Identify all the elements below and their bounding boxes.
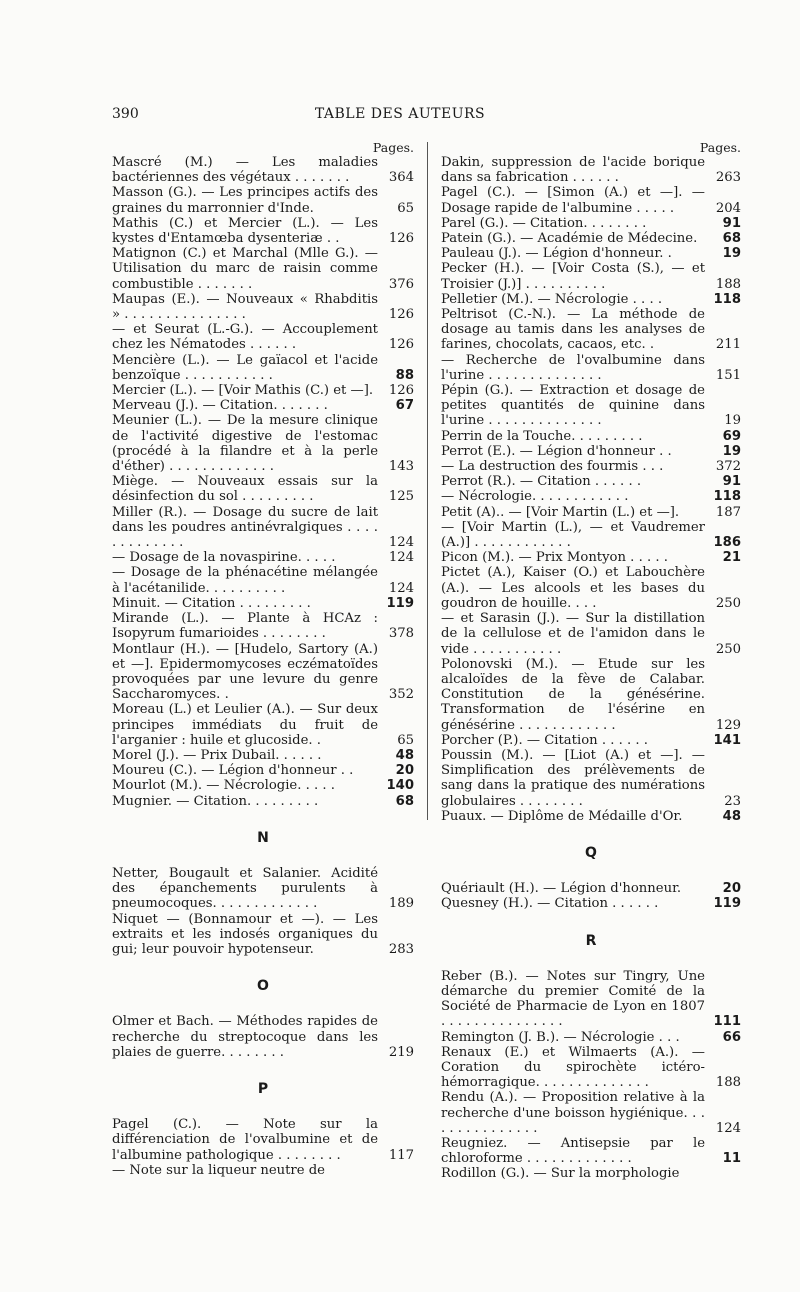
entry-text: Quériault (H.). — Légion d'honneur. bbox=[441, 881, 682, 897]
entry-text: Minuit. — Citation . . . . . . . . . bbox=[112, 595, 311, 611]
entry-page-number: 124 bbox=[715, 1120, 741, 1136]
index-entry bbox=[112, 550, 414, 565]
index-entry bbox=[112, 155, 414, 185]
entry-text: Mugnier. — Citation. . . . . . . . . bbox=[112, 793, 319, 809]
right-block-q bbox=[441, 881, 741, 911]
entry-page-number: 124 bbox=[388, 535, 414, 551]
entry-page-number: 124 bbox=[388, 550, 414, 566]
entry-text: Picon (M.). — Prix Montyon . . . . . bbox=[441, 550, 668, 566]
left-block-n bbox=[112, 866, 414, 957]
entry-page-number: 20 bbox=[395, 763, 414, 779]
section-letter-p: P bbox=[257, 1080, 269, 1097]
entry-text: Dakin, suppression de l'acide borique dans sa fabrication . . . . . . bbox=[441, 155, 705, 186]
entry-text: Moreau (L.) et Leulier (A.). — Sur deux principes immédiats du fruit de l'arganier : huile et glucoside. . bbox=[112, 702, 378, 748]
entry-page-number: 118 bbox=[713, 291, 741, 307]
index-entry bbox=[441, 657, 741, 733]
index-entry bbox=[441, 307, 741, 353]
entry-page-number: 48 bbox=[722, 808, 741, 824]
entry-text: Mascré (M.) — Les maladies bactériennes des végétaux . . . . . . . bbox=[112, 155, 378, 186]
index-entry bbox=[112, 292, 414, 322]
index-entry bbox=[112, 1014, 414, 1060]
entry-text: Pecker (H.). — [Voir Costa (S.), — et Troisier (J.)] . . . . . . . . . . bbox=[441, 261, 705, 292]
entry-page-number: 140 bbox=[386, 778, 414, 794]
entry-page-number: 283 bbox=[388, 941, 414, 957]
index-entry bbox=[441, 353, 741, 383]
index-entry bbox=[112, 794, 414, 809]
entry-page-number: 376 bbox=[388, 276, 414, 292]
entry-text: Rendu (A.). — Proposition relative à la recherche d'une boisson hygiénique. . . . . . . . . . . . . . . bbox=[441, 1090, 705, 1136]
entry-page-number: 67 bbox=[395, 398, 414, 414]
entry-page-number: 126 bbox=[388, 383, 414, 399]
entry-text: Moureu (C.). — Légion d'honneur . . bbox=[112, 763, 354, 779]
index-entry bbox=[112, 413, 414, 474]
index-entry bbox=[112, 912, 414, 958]
entry-page-number: 186 bbox=[713, 535, 741, 551]
index-entry bbox=[441, 1136, 741, 1166]
column-divider bbox=[427, 142, 428, 820]
index-entry bbox=[112, 642, 414, 703]
left-block-o bbox=[112, 1014, 414, 1060]
entry-page-number: 189 bbox=[388, 896, 414, 912]
left-block-p bbox=[112, 1117, 414, 1178]
running-title: TABLE DES AUTEURS bbox=[314, 106, 486, 122]
entry-text: Miège. — Nouveaux essais sur la désinfection du sol . . . . . . . . . bbox=[112, 474, 378, 505]
entry-page-number: 219 bbox=[388, 1044, 414, 1060]
index-entry bbox=[441, 809, 741, 824]
entry-text: — Recherche de l'ovalbumine dans l'urine . . . . . . . . . . . . . . bbox=[441, 352, 705, 383]
index-entry bbox=[441, 969, 741, 1030]
index-entry bbox=[441, 881, 741, 896]
entry-text: Porcher (P.). — Citation . . . . . . bbox=[441, 732, 648, 748]
entry-text: — [Voir Martin (L.), — et Vaudremer (A.)] . . . . . . . . . . . . bbox=[441, 519, 705, 551]
entry-text: — Dosage de la novaspirine. . . . . bbox=[112, 550, 336, 566]
entry-text: Netter, Bougault et Salanier. Acidité des épanchements purulents à pneumocoques. . . . . . . . . . . . . bbox=[112, 865, 378, 912]
index-entry bbox=[441, 896, 741, 911]
entry-text: Niquet — (Bonnamour et —). — Les extraits et les indosés organiques du gui; leur pouvoir hypotenseur. bbox=[112, 911, 378, 957]
page-number: 390 bbox=[112, 106, 139, 122]
index-entry bbox=[441, 1166, 741, 1181]
entry-page-number: 188 bbox=[715, 1075, 741, 1091]
entry-text: Mercier (L.). — [Voir Mathis (C.) et —]. bbox=[112, 383, 374, 399]
entry-text: Olmer et Bach. — Méthodes rapides de recherche du streptocoque dans les plaies de guerre. . . . . . . . bbox=[112, 1014, 378, 1060]
entry-page-number: 19 bbox=[724, 413, 741, 429]
entry-page-number: 20 bbox=[722, 881, 741, 897]
entry-text: — La destruction des fourmis . . . bbox=[441, 459, 664, 475]
pages-label-right: Pages. bbox=[699, 140, 741, 155]
right-column bbox=[441, 140, 741, 1182]
entry-page-number: 91 bbox=[722, 474, 741, 490]
entry-page-number: 65 bbox=[397, 200, 414, 216]
index-entry bbox=[441, 733, 741, 748]
entry-text: Montlaur (H.). — [Hudelo, Sartory (A.) et —]. Epidermomycoses eczématoïdes provoquées par une levure du genre Saccharomyces. . bbox=[112, 641, 378, 703]
entry-page-number: 68 bbox=[722, 231, 741, 247]
entry-text: Parel (G.). — Citation. . . . . . . . bbox=[441, 215, 647, 231]
left-column bbox=[112, 140, 414, 1178]
entry-text: Morel (J.). — Prix Dubail. . . . . . bbox=[112, 747, 322, 763]
index-entry bbox=[112, 565, 414, 595]
index-entry bbox=[441, 292, 741, 307]
entry-text: Remington (J. B.). — Nécrologie . . . bbox=[441, 1029, 680, 1045]
index-entry bbox=[441, 611, 741, 657]
index-entry bbox=[112, 398, 414, 413]
entry-page-number: 125 bbox=[388, 489, 414, 505]
entry-page-number: 263 bbox=[715, 170, 741, 186]
index-entry bbox=[441, 444, 741, 459]
index-entry bbox=[441, 505, 741, 520]
entry-page-number: 65 bbox=[397, 732, 414, 748]
entry-text: Poussin (M.). — [Liot (A.) et —]. — Simplification des prélèvements de sang dans la pratique des numérations globulaires . . . . . . . . bbox=[441, 747, 705, 809]
entry-text: Mourlot (M.). — Nécrologie. . . . . bbox=[112, 778, 335, 794]
entry-page-number: 88 bbox=[395, 367, 414, 383]
entry-page-number: 126 bbox=[388, 231, 414, 247]
right-block-r bbox=[441, 969, 741, 1182]
entry-page-number: 111 bbox=[713, 1014, 741, 1030]
entry-text: Renaux (E.) et Wilmaerts (A.). — Coration du spirochète ictéro-hémorragique. . . . . . . . . . . . . . bbox=[441, 1044, 705, 1091]
index-entry bbox=[112, 216, 414, 246]
entry-text: Puaux. — Diplôme de Médaille d'Or. bbox=[441, 808, 683, 824]
section-letter-r: R bbox=[585, 932, 597, 949]
entry-text: — et Seurat (L.-G.). — Accouplement chez les Nématodes . . . . . . bbox=[112, 322, 378, 353]
entry-page-number: 69 bbox=[722, 428, 741, 444]
entry-text: Perrin de la Touche. . . . . . . . . bbox=[441, 428, 643, 444]
index-entry bbox=[441, 246, 741, 261]
index-entry bbox=[112, 383, 414, 398]
index-entry bbox=[441, 231, 741, 246]
index-entry bbox=[441, 1090, 741, 1136]
index-entry bbox=[441, 565, 741, 611]
index-entry bbox=[112, 596, 414, 611]
entry-text: Matignon (C.) et Marchal (Mlle G.). — Utilisation du marc de raisin comme combustible . . . . . . . bbox=[112, 246, 378, 292]
index-entry bbox=[441, 383, 741, 429]
entry-page-number: 68 bbox=[395, 793, 414, 809]
index-entry bbox=[112, 353, 414, 383]
entry-page-number: 91 bbox=[722, 215, 741, 231]
entry-text: — Dosage de la phénacétine mélangée à l'acétanilide. . . . . . . . . . bbox=[112, 565, 378, 596]
entry-page-number: 119 bbox=[713, 896, 741, 912]
entry-page-number: 11 bbox=[722, 1151, 741, 1167]
index-entry bbox=[441, 1045, 741, 1091]
entry-page-number: 151 bbox=[715, 367, 741, 383]
entry-text: Pépin (G.). — Extraction et dosage de petites quantités de quinine dans l'urine . . . . . . . . . . . . . . bbox=[441, 383, 705, 429]
entry-text: — Note sur la liqueur neutre de bbox=[112, 1162, 325, 1178]
index-entry bbox=[112, 748, 414, 763]
entry-text: — et Sarasin (J.). — Sur la distillation de la cellulose et de l'amidon dans le vide . . . . . . . . . . . bbox=[441, 611, 705, 657]
entry-text: Petit (A).. — [Voir Martin (L.) et —]. bbox=[441, 504, 680, 520]
index-entry bbox=[441, 459, 741, 474]
entry-page-number: 126 bbox=[388, 337, 414, 353]
entry-text: Pictet (A.), Kaiser (O.) et Labouchère (A.). — Les alcools et les bases du goudron de houille. . . . bbox=[441, 565, 705, 611]
entry-page-number: 129 bbox=[715, 717, 741, 733]
entry-page-number: 372 bbox=[715, 459, 741, 475]
entry-page-number: 126 bbox=[388, 307, 414, 323]
entry-text: Miller (R.). — Dosage du sucre de lait dans les poudres antinévralgiques . . . . . . . . . . . . . bbox=[112, 504, 378, 551]
entry-text: Pagel (C.). — Note sur la différenciation de l'ovalbumine et de l'albumine pathologique . . . . . . . . bbox=[112, 1117, 378, 1163]
entry-page-number: 352 bbox=[388, 687, 414, 703]
entry-page-number: 118 bbox=[713, 489, 741, 505]
entry-page-number: 250 bbox=[715, 641, 741, 657]
entry-page-number: 188 bbox=[715, 276, 741, 292]
index-entry bbox=[112, 505, 414, 551]
index-entry bbox=[441, 216, 741, 231]
entry-text: Polonovski (M.). — Etude sur les alcaloïdes de la fève de Calabar. Constitution de la génésérine. Transformation de l'ésérine en génésérine . . . . . . . . . . . . bbox=[441, 656, 705, 733]
entry-text: Quesney (H.). — Citation . . . . . . bbox=[441, 896, 659, 912]
index-entry bbox=[441, 155, 741, 185]
index-entry bbox=[441, 489, 741, 504]
entry-text: Pauleau (J.). — Légion d'honneur. . bbox=[441, 246, 672, 262]
entry-text: Peltrisot (C.-N.). — La méthode de dosage au tamis dans les analyses de farines, chocolats, cacaos, etc. . bbox=[441, 307, 705, 353]
entry-page-number: 378 bbox=[388, 626, 414, 642]
entry-page-number: 23 bbox=[724, 793, 741, 809]
index-entry bbox=[112, 246, 414, 292]
index-entry bbox=[112, 474, 414, 504]
index-entry bbox=[112, 1117, 414, 1163]
entry-text: Maupas (E.). — Nouveaux « Rhabditis » . . . . . . . . . . . . . . . bbox=[112, 291, 378, 323]
entry-text: Reber (B.). — Notes sur Tingry, Une démarche du premier Comité de la Société de Pharmacie de Lyon en 1807 . . . . . . . . . . . . . . . bbox=[441, 968, 705, 1030]
entry-text: Patein (G.). — Académie de Médecine. bbox=[441, 231, 698, 247]
entry-text: Mencière (L.). — Le gaïacol et l'acide benzoïque . . . . . . . . . . . bbox=[112, 352, 378, 383]
entry-page-number: 250 bbox=[715, 595, 741, 611]
left-block-m bbox=[112, 155, 414, 809]
index-entry bbox=[441, 748, 741, 809]
index-entry bbox=[112, 702, 414, 748]
index-entry bbox=[112, 322, 414, 352]
index-entry bbox=[441, 474, 741, 489]
index-entry bbox=[441, 429, 741, 444]
entry-page-number: 66 bbox=[722, 1029, 741, 1045]
entry-page-number: 141 bbox=[713, 732, 741, 748]
index-entry bbox=[441, 185, 741, 215]
index-entry bbox=[441, 261, 741, 291]
index-entry bbox=[112, 611, 414, 641]
entry-page-number: 21 bbox=[722, 550, 741, 566]
entry-text: — Nécrologie. . . . . . . . . . . . bbox=[441, 489, 629, 505]
entry-page-number: 187 bbox=[715, 504, 741, 520]
section-letter-n: N bbox=[257, 829, 269, 846]
entry-text: Merveau (J.). — Citation. . . . . . . bbox=[112, 398, 328, 414]
right-block-p bbox=[441, 155, 741, 824]
entry-page-number: 211 bbox=[715, 337, 741, 353]
index-entry bbox=[112, 763, 414, 778]
entry-text: Reugniez. — Antisepsie par le chloroforme . . . . . . . . . . . . . bbox=[441, 1135, 705, 1167]
index-entry bbox=[112, 1163, 414, 1178]
entry-text: Pelletier (M.). — Nécrologie . . . . bbox=[441, 291, 663, 307]
entry-text: Mirande (L.). — Plante à HCAz : Isopyrum fumarioides . . . . . . . . bbox=[112, 611, 378, 642]
index-entry bbox=[112, 778, 414, 793]
pages-label: Pages. bbox=[372, 140, 414, 155]
section-letter-q: Q bbox=[585, 844, 597, 861]
entry-text: Meunier (L.). — De la mesure clinique de l'activité digestive de l'estomac (procédé à la filandre et à la perle d'éther) . . . . . . . . . . . . . bbox=[112, 413, 378, 475]
index-entry bbox=[112, 185, 414, 215]
entry-page-number: 204 bbox=[715, 200, 741, 216]
entry-page-number: 117 bbox=[388, 1147, 414, 1163]
index-entry bbox=[441, 1030, 741, 1045]
entry-page-number: 19 bbox=[722, 246, 741, 262]
index-entry bbox=[112, 866, 414, 912]
entry-page-number: 364 bbox=[388, 170, 414, 186]
entry-page-number: 124 bbox=[388, 580, 414, 596]
entry-text: Perrot (R.). — Citation . . . . . . bbox=[441, 474, 642, 490]
entry-text: Perrot (E.). — Légion d'honneur . . bbox=[441, 443, 672, 459]
entry-page-number: 48 bbox=[395, 747, 414, 763]
entry-text: Mathis (C.) et Mercier (L.). — Les kystes d'Entamœba dysenteriæ . . bbox=[112, 215, 378, 247]
section-letter-o: O bbox=[257, 978, 269, 995]
entry-text: Masson (G.). — Les principes actifs des graines du marronnier d'Inde. bbox=[112, 185, 378, 216]
entry-page-number: 19 bbox=[722, 443, 741, 459]
entry-page-number: 119 bbox=[386, 595, 414, 611]
entry-text: Pagel (C.). — [Simon (A.) et —]. — Dosage rapide de l'albumine . . . . . bbox=[441, 185, 705, 216]
entry-page-number: 143 bbox=[388, 459, 414, 475]
entry-text: Rodillon (G.). — Sur la morphologie bbox=[441, 1166, 680, 1182]
index-entry bbox=[441, 550, 741, 565]
index-entry bbox=[441, 520, 741, 550]
